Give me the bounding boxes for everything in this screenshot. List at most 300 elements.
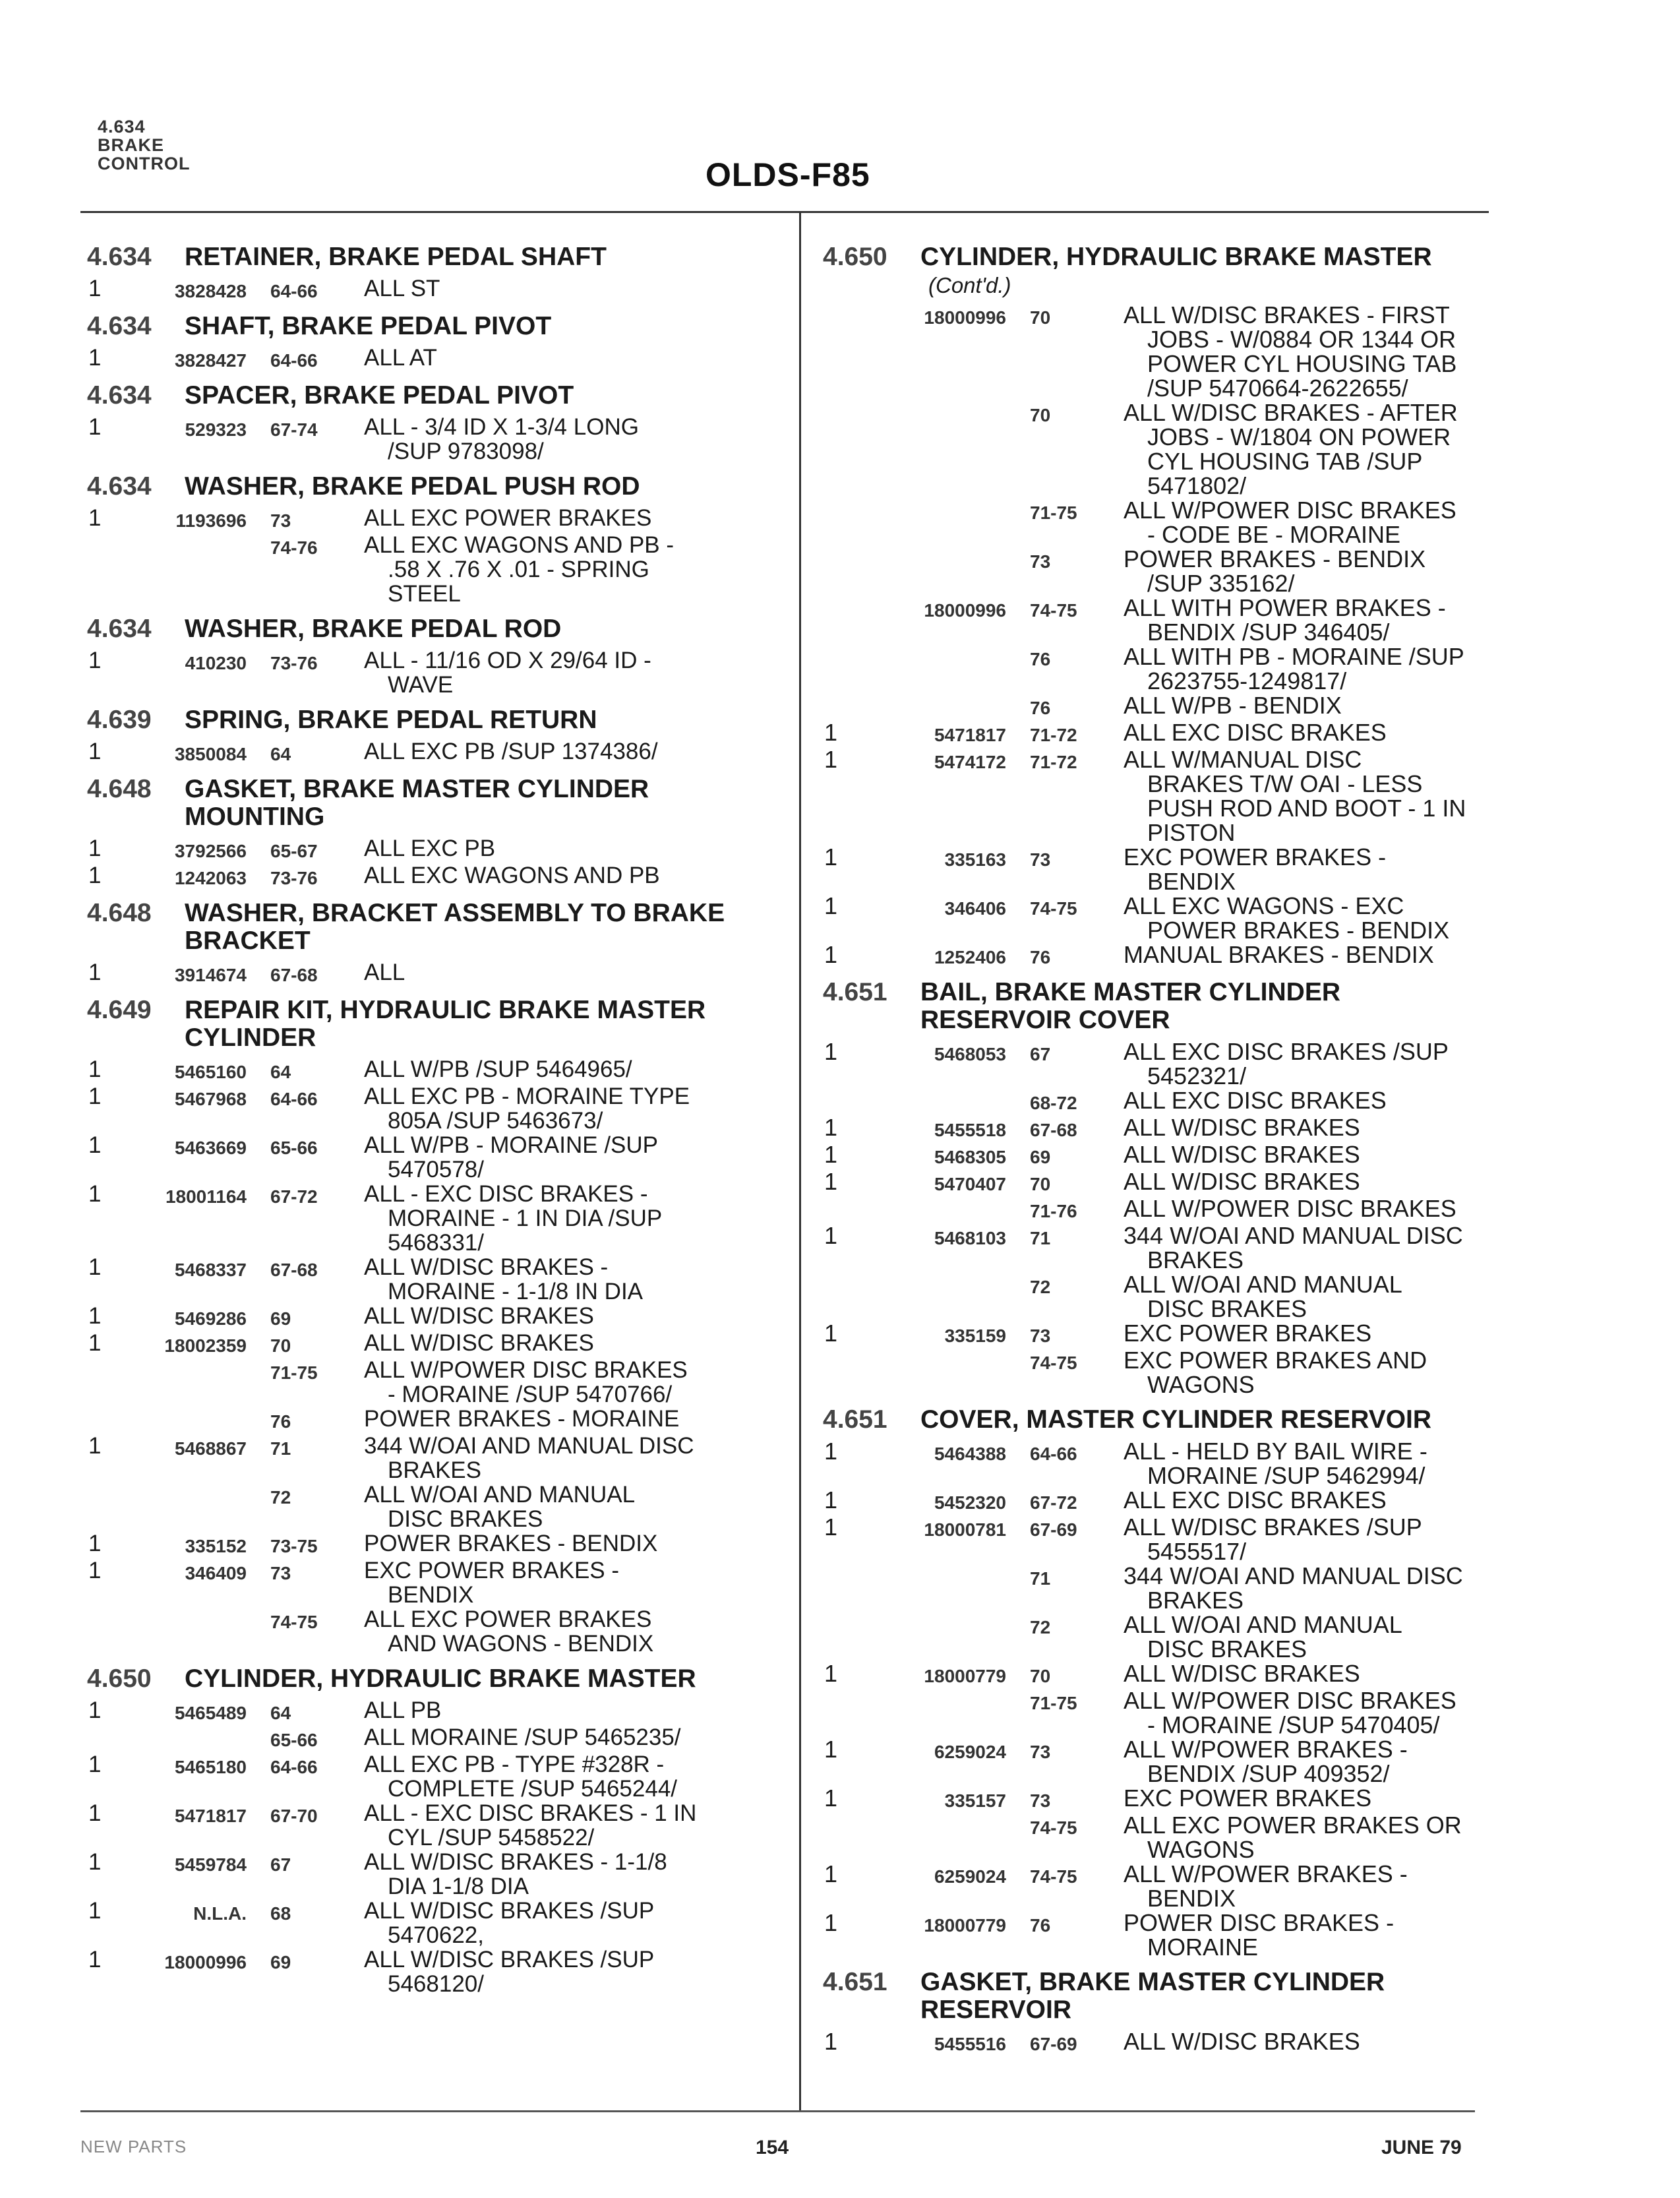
part-description [364,960,746,987]
parts-section [87,706,746,766]
section-heading [823,243,1489,271]
model-years: 69 [270,1952,291,1972]
column-divider [799,211,801,2110]
part-row [87,648,746,697]
model-years: 65-66 [270,1138,318,1158]
part-number [852,1612,1006,1661]
part-number: 1193696 [175,510,247,531]
part-number: 6259024 [934,1742,1006,1762]
part-description [364,1752,746,1801]
part-description [1124,845,1489,894]
part-number: 1252406 [934,947,1006,967]
quantity [87,1407,140,1434]
parts-section [87,615,746,697]
description-line: ALL W/OAI AND MANUAL [364,1482,636,1508]
footer-date: JUNE 79 [1381,2137,1462,2158]
part-row [87,1752,746,1801]
description-line: ALL W/DISC BRAKES - AFTER [1124,399,1458,426]
part-number [852,1564,1006,1612]
part-description [364,346,746,373]
section-number: 4.649 [87,996,152,1024]
model-years: 65-67 [270,841,318,861]
section-name: SHAFT, BRAKE PEDAL PIVOT [185,312,552,340]
description-line: ALL EXC POWER BRAKES OR [1124,1812,1462,1839]
description-line: /SUP 335162/ [1147,570,1295,597]
description-line: WAGONS [1147,1836,1255,1863]
part-number: 18002359 [164,1335,247,1356]
part-number: 3914674 [174,965,247,985]
part-number: 5468867 [174,1438,247,1459]
model-years: 73 [1030,849,1051,870]
description-line: BENDIX [388,1582,474,1608]
description-line: ALL - 3/4 ID X 1-3/4 LONG [364,414,639,440]
section-heading [87,382,746,410]
description-line: POWER BRAKES - BENDIX [364,1531,658,1556]
part-row [823,1039,1489,1088]
part-description [1124,644,1489,693]
part-number: 335159 [944,1326,1006,1346]
part-number [852,1688,1006,1737]
part-description [1124,1115,1489,1142]
part-number: 5459784 [174,1854,247,1875]
parts-section [87,243,746,303]
description-line: /SUP 9783098/ [388,439,544,464]
part-number: 346409 [185,1563,247,1583]
quantity: 1 [824,1785,838,1812]
section-heading [87,900,746,955]
section-name: BAIL, BRAKE MASTER CYLINDER RESERVOIR COVER [920,978,1341,1034]
section-heading [823,1969,1489,2024]
part-row [823,1910,1489,1959]
quantity: 1 [88,414,102,440]
part-description [364,1947,746,1996]
section-heading [87,996,746,1052]
description-line: MANUAL BRAKES - BENDIX [1124,941,1434,968]
part-row [823,1612,1489,1661]
part-description [1124,1813,1489,1862]
quantity: 1 [88,648,102,673]
model-years: 67-72 [270,1186,318,1207]
description-line: ALL EXC PB [364,836,496,861]
model-years: 64-66 [270,350,318,371]
model-years: 64 [270,1703,291,1723]
description-line: ALL W/PB - BENDIX [1124,692,1342,719]
quantity: 1 [824,1320,838,1347]
quantity: 1 [88,1254,102,1280]
description-line: ALL - EXC DISC BRAKES - [364,1181,648,1207]
description-line: ALL EXC WAGONS AND PB - [364,532,675,558]
part-description [364,1899,746,1947]
model-years: 70 [270,1335,291,1356]
model-years: 76 [1030,649,1051,669]
part-row [823,1115,1489,1142]
section-heading [87,243,746,271]
description-line: ALL W/DISC BRAKES [1124,2028,1360,2055]
part-number: 5468305 [934,1147,1006,1167]
part-description [364,739,746,766]
description-line: ALL W/OAI AND MANUAL [1124,1271,1402,1298]
description-line: ALL W/PB /SUP 5464965/ [364,1056,632,1082]
part-description [364,415,746,464]
part-row [823,1737,1489,1786]
description-line: ALL EXC DISC BRAKES [1124,719,1387,746]
parts-section [87,996,746,1656]
quantity: 1 [88,1084,102,1109]
section-number: 4.651 [823,1968,887,1996]
part-description [364,533,746,606]
part-number: 18000779 [924,1666,1006,1686]
description-line: BENDIX [1147,1885,1236,1912]
part-number: 335163 [944,849,1006,870]
description-line: BRAKES T/W OAI - LESS [1147,770,1423,797]
part-row [87,1899,746,1947]
section-code [98,117,190,173]
model-years: 64-66 [270,1757,318,1777]
description-line: 5455517/ [1147,1538,1247,1565]
quantity [87,1482,140,1531]
part-number: 5469286 [174,1308,247,1329]
quantity [823,1196,852,1223]
part-description [364,1331,746,1358]
part-description [1124,747,1489,845]
description-line: MORAINE - 1-1/8 IN DIA [388,1279,644,1304]
section-code-line: CONTROL [98,154,191,173]
description-line: ALL WITH POWER BRAKES - [1124,594,1446,621]
description-line: BENDIX /SUP 409352/ [1147,1760,1390,1787]
section-heading [87,473,746,501]
part-number: 5471817 [934,725,1006,745]
description-line: BRAKES [1147,1587,1244,1614]
model-years: 76 [270,1411,291,1432]
part-description [1124,1039,1489,1088]
description-line: ALL W/MANUAL DISC [1124,746,1362,773]
model-years: 67-68 [270,1260,318,1280]
model-years: 71-75 [1030,503,1077,523]
part-row [823,1515,1489,1564]
section-name: WASHER, BRAKE PEDAL ROD [185,615,562,643]
part-description [1124,1612,1489,1661]
description-line: ALL W/DISC BRAKES [1124,1114,1360,1141]
part-description [1124,1223,1489,1272]
part-description [364,1531,746,1558]
quantity [823,1688,852,1737]
quantity: 1 [88,505,102,531]
description-line: ALL W/DISC BRAKES [364,1303,594,1329]
description-line: ALL EXC POWER BRAKES [364,1606,652,1632]
quantity: 1 [824,1438,838,1465]
description-line: DISC BRAKES [1147,1295,1307,1322]
quantity: 1 [824,1114,838,1141]
section-heading [87,615,746,643]
part-description [1124,1488,1489,1515]
part-row [87,1725,746,1752]
part-number: 3828427 [174,350,247,371]
description-line: COMPLETE /SUP 5465244/ [388,1776,678,1802]
part-description [364,1255,746,1304]
page-number: 154 [756,2137,789,2158]
description-line: STEEL [388,581,461,607]
part-description [364,648,746,697]
part-description [364,1434,746,1482]
section-heading [87,706,746,734]
part-description [1124,1564,1489,1612]
part-row [823,1142,1489,1169]
quantity [823,693,852,720]
description-line: BENDIX [1147,868,1236,895]
part-number: 3792566 [174,841,247,861]
description-line: - CODE BE - MORAINE [1147,521,1401,548]
section-number: 4.634 [87,381,152,410]
part-description [1124,1786,1489,1813]
part-row [87,533,746,606]
parts-section [823,1406,1489,1959]
part-row [87,960,746,987]
description-line: 5471802/ [1147,472,1247,499]
quantity: 1 [88,1947,102,1972]
description-line: DISC BRAKES [388,1506,543,1532]
part-row [87,1358,746,1407]
section-name: COVER, MASTER CYLINDER RESERVOIR [920,1405,1432,1434]
part-row [823,2029,1489,2056]
part-number [852,1272,1006,1321]
model-years: 73 [270,510,291,531]
page-title: OLDS-F85 [705,156,870,193]
quantity: 1 [88,836,102,861]
description-line: JOBS - W/1804 ON POWER [1147,423,1451,450]
part-description [1124,1348,1489,1397]
quantity [823,1813,852,1862]
part-row [823,1196,1489,1223]
section-number: 4.648 [87,899,152,927]
description-line: 344 W/OAI AND MANUAL DISC [1124,1222,1463,1249]
description-line: WAGONS [1147,1371,1255,1398]
part-row [823,1488,1489,1515]
part-number [140,1725,247,1752]
description-line: MORAINE [1147,1934,1259,1961]
description-line: 5468120/ [388,1971,484,1997]
part-description [364,1558,746,1607]
model-years: 74-75 [1030,1353,1077,1373]
description-line: WAVE [388,672,454,698]
quantity [823,1348,852,1397]
quantity [823,644,852,693]
model-years: 71-75 [1030,1693,1077,1713]
description-line: CYL /SUP 5458522/ [388,1825,595,1850]
part-number: 5465180 [174,1757,247,1777]
part-row [823,1661,1489,1688]
description-line: ALL WITH PB - MORAINE /SUP [1124,643,1464,670]
model-years: 70 [1030,1174,1051,1194]
part-row [87,1850,746,1899]
description-line: ALL W/DISC BRAKES - [364,1254,609,1280]
parts-section [823,979,1489,1397]
model-years: 69 [1030,1147,1051,1167]
part-number: 18000996 [924,600,1006,621]
section-heading [87,1665,746,1693]
description-line: 5470578/ [388,1157,484,1182]
part-number: 5465160 [174,1062,247,1082]
model-years: 64-66 [1030,1444,1077,1464]
model-years: 73 [1030,1790,1051,1811]
description-line: - MORAINE /SUP 5470405/ [1147,1711,1440,1738]
part-number: 18000996 [924,307,1006,328]
model-years: 73-76 [270,653,318,673]
part-number [852,1088,1006,1115]
description-line: ALL W/DISC BRAKES [1124,1141,1360,1168]
model-years: 74-75 [1030,898,1077,919]
description-line: POWER BRAKES - MORAINE [364,1406,680,1432]
quantity: 1 [88,1433,102,1459]
section-name: GASKET, BRAKE MASTER CYLINDER RESERVOIR [920,1968,1385,2024]
part-number: 5455516 [934,2034,1006,2054]
description-line: ALL W/DISC BRAKES /SUP [364,1898,655,1924]
part-number: 410230 [185,653,247,673]
description-line: ALL W/DISC BRAKES /SUP [364,1947,655,1972]
section-number: 4.634 [87,243,152,271]
part-description [364,1182,746,1255]
model-years: 64 [270,1062,291,1082]
description-line: ALL MORAINE /SUP 5465235/ [364,1725,681,1750]
part-row [823,1564,1489,1612]
section-number: 4.651 [823,978,887,1006]
part-description [1124,1142,1489,1169]
part-description [1124,400,1489,498]
part-row [823,942,1489,969]
model-years: 67 [270,1854,291,1875]
quantity: 1 [88,1849,102,1875]
model-years: 73 [1030,1742,1051,1762]
section-name: REPAIR KIT, HYDRAULIC BRAKE MASTER CYLINDER [185,996,706,1052]
description-line: PUSH ROD AND BOOT - 1 IN [1147,795,1466,822]
model-years: 71-76 [1030,1201,1077,1221]
part-description [1124,547,1489,595]
part-description [1124,2029,1489,2056]
description-line: ALL EXC PB - TYPE #328R - [364,1752,665,1777]
quantity: 1 [824,1513,838,1541]
quantity: 1 [88,1800,102,1826]
model-years: 70 [1030,1666,1051,1686]
description-line: ALL W/DISC BRAKES /SUP [1124,1513,1422,1541]
part-description [1124,1515,1489,1564]
part-number [140,1607,247,1656]
part-number: 5468053 [934,1044,1006,1064]
part-number: 346406 [944,898,1006,919]
description-line: ALL W/DISC BRAKES [364,1330,594,1356]
part-number [140,533,247,606]
quantity [823,303,852,400]
part-description [1124,1169,1489,1196]
parts-section [823,1969,1489,2056]
description-line: ALL W/POWER DISC BRAKES [1124,1687,1456,1714]
model-years: 67-70 [270,1806,318,1826]
section-name: RETAINER, BRAKE PEDAL SHAFT [185,243,607,271]
part-number: N.L.A. [193,1903,247,1924]
quantity [823,1612,852,1661]
description-line: ALL W/PB - MORAINE /SUP [364,1132,659,1158]
part-row [87,1531,746,1558]
description-line: ALL W/POWER DISC BRAKES [1124,1195,1456,1222]
quantity: 1 [824,1168,838,1195]
part-number: 335157 [944,1790,1006,1811]
parts-section [87,313,746,373]
part-description [1124,1688,1489,1737]
description-line: ALL W/POWER BRAKES - [1124,1860,1408,1887]
quantity: 1 [88,1697,102,1723]
description-line: 805A /SUP 5463673/ [388,1108,603,1134]
description-line: ALL - EXC DISC BRAKES - 1 IN [364,1800,697,1826]
part-number [140,1482,247,1531]
parts-section [87,776,746,890]
part-number: 1242063 [174,868,247,888]
part-number: 5468337 [174,1260,247,1280]
description-line: MORAINE - 1 IN DIA /SUP [388,1206,663,1231]
section-heading [823,979,1489,1034]
model-years: 71-72 [1030,752,1077,772]
part-row [87,1947,746,1996]
quantity: 1 [824,941,838,968]
section-code-line: BRAKE [98,135,165,155]
model-years: 71 [1030,1568,1051,1589]
description-line: ALL - HELD BY BAIL WIRE - [1124,1438,1427,1465]
quantity: 1 [824,1486,838,1513]
model-years: 67-72 [1030,1492,1077,1513]
description-line: 5470622, [388,1922,484,1948]
part-row [823,1272,1489,1321]
model-years: 72 [1030,1277,1051,1297]
part-description [1124,1661,1489,1688]
parts-section [87,900,746,987]
description-line: PISTON [1147,819,1236,846]
part-row [87,1434,746,1482]
description-line: POWER BRAKES - BENDIX [1124,545,1426,572]
description-line: /SUP 5470664-2622655/ [1147,375,1408,402]
quantity: 1 [88,1531,102,1556]
part-row [87,1182,746,1255]
section-name: CYLINDER, HYDRAULIC BRAKE MASTER [185,1664,696,1693]
part-row [87,863,746,890]
description-line: BRAKES [388,1457,481,1483]
part-number [852,498,1006,547]
part-row [823,894,1489,942]
part-description [364,1607,746,1656]
quantity [823,400,852,498]
model-years: 67-69 [1030,1519,1077,1540]
section-name: SPACER, BRAKE PEDAL PIVOT [185,381,574,410]
description-line: MORAINE /SUP 5462994/ [1147,1462,1425,1489]
part-number: 5467968 [174,1089,247,1109]
section-number: 4.634 [87,472,152,501]
model-years: 67-69 [1030,2034,1077,2054]
description-line: EXC POWER BRAKES [1124,1785,1372,1812]
section-code-line: 4.634 [98,117,146,137]
model-years: 69 [270,1308,291,1329]
part-row [823,1688,1489,1737]
part-row [87,739,746,766]
parts-section [87,1665,746,1996]
description-line: ALL - 11/16 OD X 29/64 ID - [364,648,651,673]
part-number [852,1196,1006,1223]
part-row [823,547,1489,595]
model-years: 76 [1030,947,1051,967]
part-row [87,1801,746,1850]
section-number: 4.650 [87,1664,152,1693]
description-line: ALL PB [364,1697,442,1723]
part-row [823,747,1489,845]
part-row [87,1482,746,1531]
quantity [823,1564,852,1612]
quantity: 1 [824,1860,838,1887]
part-number: 5455518 [934,1120,1006,1140]
